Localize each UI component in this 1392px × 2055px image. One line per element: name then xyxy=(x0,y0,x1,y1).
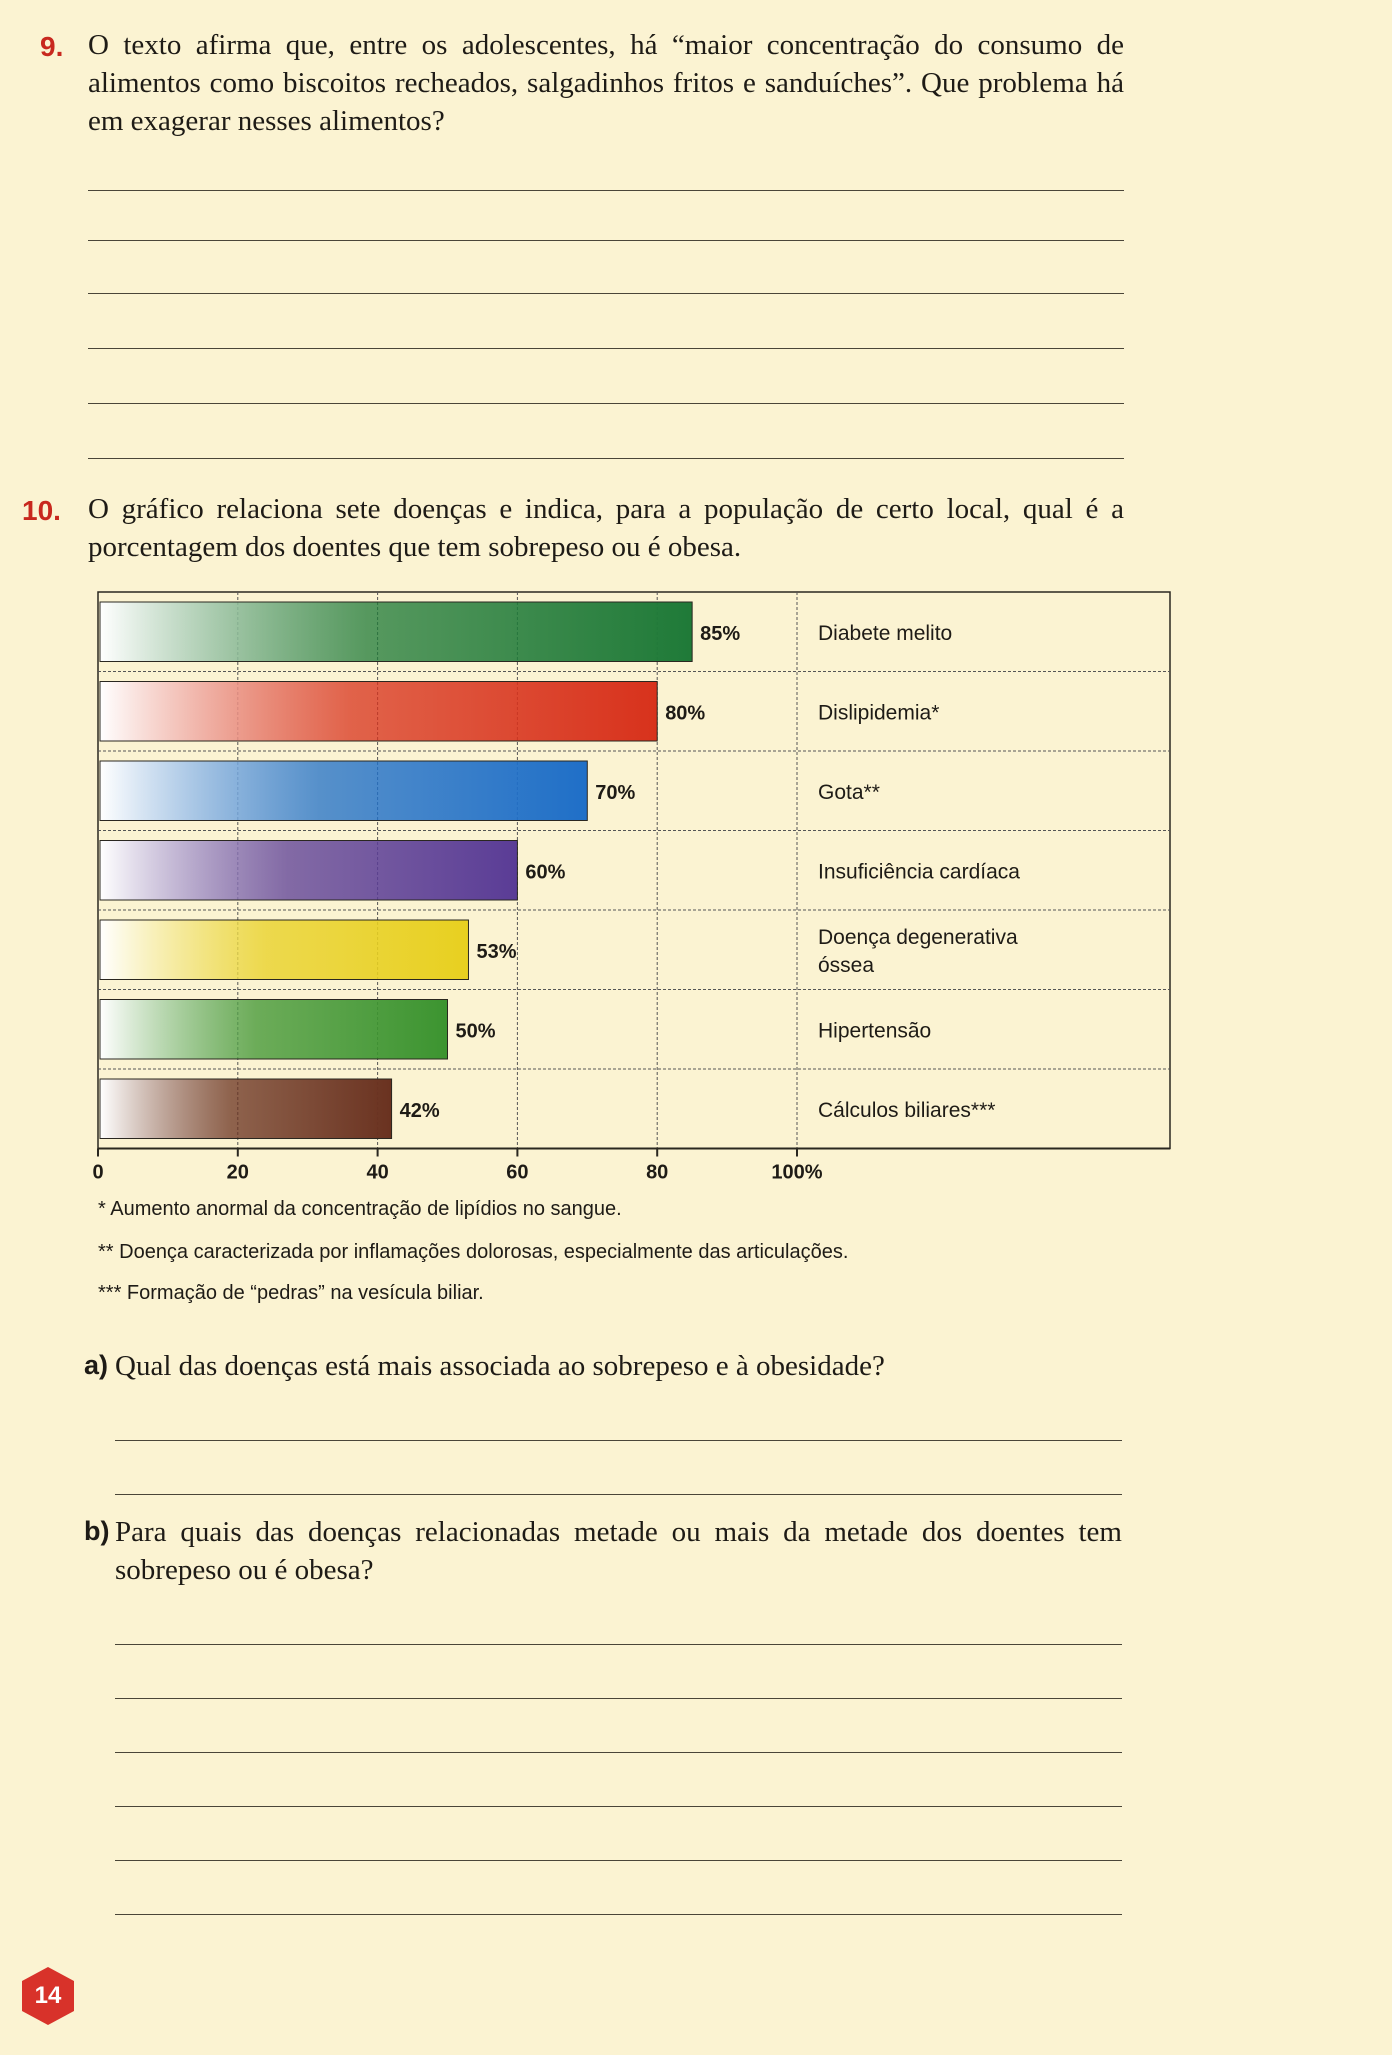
category-label: Insuficiência cardíaca xyxy=(818,860,1020,884)
answer-line[interactable] xyxy=(115,1914,1122,1915)
answer-line[interactable] xyxy=(115,1440,1122,1441)
page-number-badge xyxy=(18,1966,78,2026)
chart-bars xyxy=(100,602,740,1139)
part-a-text: Qual das doenças está mais associada ao sobrepeso e à obesidade? xyxy=(115,1350,885,1382)
page-number: 14 xyxy=(34,1982,62,2009)
category-label: Hipertensão xyxy=(818,1019,932,1043)
answer-line[interactable] xyxy=(115,1752,1122,1753)
x-tick-label: 80 xyxy=(646,1161,669,1184)
footnote-lipids: * Aumento anormal da concentração de lipídios no sangue. xyxy=(98,1198,622,1220)
answer-line[interactable] xyxy=(115,1494,1122,1495)
answer-line[interactable] xyxy=(115,1860,1122,1861)
category-label: Doença degenerativa óssea xyxy=(818,925,1018,977)
footnote-gallstones: *** Formação de “pedras” na vesícula biliar. xyxy=(98,1282,484,1304)
bar-value-label: 53% xyxy=(476,940,517,963)
question-text: O texto afirma que, entre os adolescentes, há “maior concentração do consumo de alimentos como biscoitos recheados, salgadinhos fritos e sanduíches”. Que problema há em exagerar nesses alimentos? xyxy=(88,29,1124,137)
part-b-text: Para quais das doenças relacionadas metade ou mais da metade dos doentes tem sobrepeso ou é obesa? xyxy=(115,1516,1122,1586)
legend-table xyxy=(818,622,1020,1122)
question-text: O gráfico relaciona sete doenças e indica, para a população de certo local, qual é a porcentagem dos doentes que tem sobrepeso ou é obesa. xyxy=(88,493,1124,563)
bar-6 xyxy=(100,1079,392,1139)
category-label: Gota** xyxy=(818,780,880,804)
bar-1 xyxy=(100,682,657,742)
answer-line[interactable] xyxy=(115,1698,1122,1699)
bar-4 xyxy=(100,920,468,980)
bar-value-label: 85% xyxy=(700,622,741,645)
category-label: Dislipidemia* xyxy=(818,701,940,725)
question-number: 9. xyxy=(40,31,64,62)
footnote-gout: ** Doença caracterizada por inflamações dolorosas, especialmente das articulações. xyxy=(98,1241,849,1263)
bar-value-label: 80% xyxy=(665,702,706,725)
answer-line[interactable] xyxy=(115,1806,1122,1807)
x-tick-label: 60 xyxy=(506,1161,529,1184)
category-label: Cálculos biliares*** xyxy=(818,1098,996,1122)
answer-line[interactable] xyxy=(115,1644,1122,1645)
part-a-label: a) xyxy=(84,1350,109,1380)
bar-value-label: 42% xyxy=(399,1099,440,1122)
category-label: Diabete melito xyxy=(818,621,953,645)
x-axis xyxy=(92,1149,1170,1184)
bar-value-label: 60% xyxy=(525,861,566,884)
x-tick-label: 100% xyxy=(771,1161,823,1184)
part-b-label: b) xyxy=(84,1516,110,1546)
bar-value-label: 50% xyxy=(455,1020,496,1043)
x-tick-label: 40 xyxy=(366,1161,389,1184)
bar-5 xyxy=(100,1000,448,1060)
x-tick-label: 0 xyxy=(92,1161,104,1184)
bar-3 xyxy=(100,841,517,901)
x-tick-label: 20 xyxy=(226,1161,249,1184)
question-number: 10. xyxy=(22,495,61,526)
bar-2 xyxy=(100,761,587,821)
bar-0 xyxy=(100,602,692,662)
bar-value-label: 70% xyxy=(595,781,636,804)
